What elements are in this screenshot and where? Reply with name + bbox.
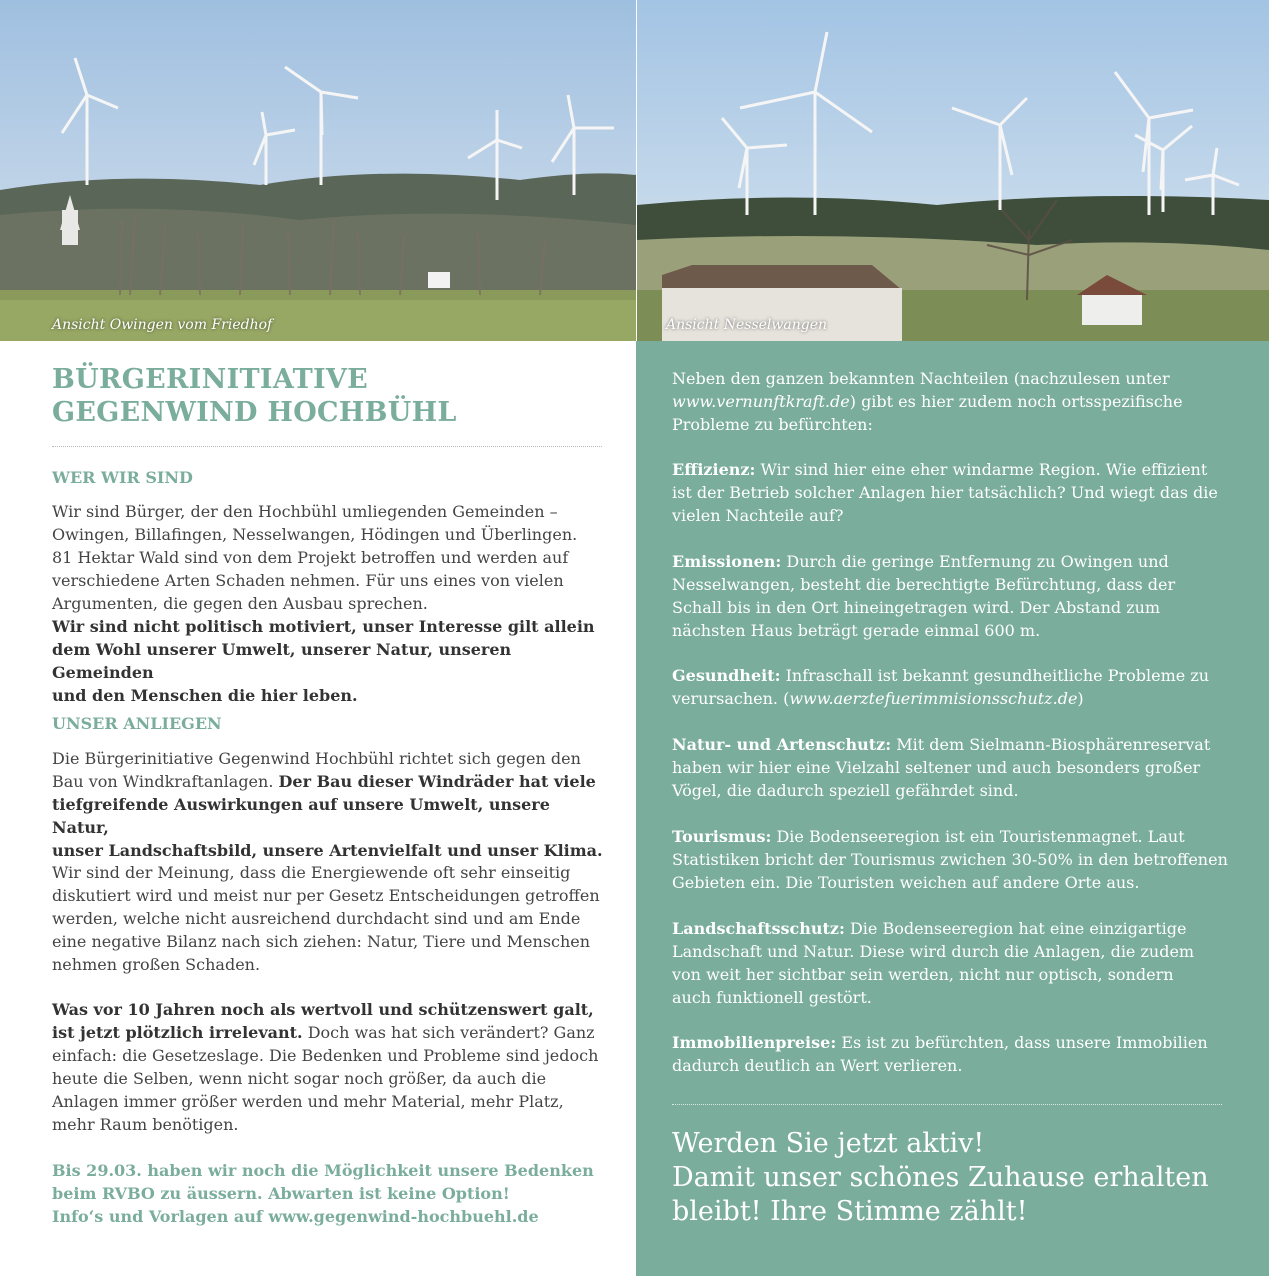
item-label: Emissionen:	[672, 552, 782, 571]
page-title	[52, 363, 612, 429]
text-line: ist der Betrieb solcher Anlagen hier tatsächlich? Und wiegt das die	[672, 483, 1218, 502]
text-line: Statistiken bricht der Tourismus zwichen 30-50% in den betroffenen	[672, 850, 1228, 869]
item-effizienz	[672, 458, 1237, 527]
text-line: Schall bis in den Ort hineingetragen wird. Der Abstand zum	[672, 598, 1161, 617]
cta-line: bleibt! Ihre Stimme zählt!	[672, 1196, 1028, 1227]
call-to-action	[672, 1127, 1252, 1229]
text-line: dadurch deutlich an Wert verlieren.	[672, 1056, 963, 1075]
item-natur-artenschutz	[672, 733, 1237, 802]
bold-text-line: unser Landschaftsbild, unsere Artenvielfalt und unser Klima.	[52, 841, 603, 860]
text-line: Wir sind der Meinung, dass die Energiewende oft sehr einseitig	[52, 863, 571, 882]
item-tourismus	[672, 825, 1237, 894]
bold-text-segment: ist jetzt plötzlich irrelevant.	[52, 1023, 303, 1042]
text-line: Landschaft und Natur. Diese wird durch die Anlagen, die zudem	[672, 942, 1195, 961]
text-segment: Infraschall ist bekannt gesundheitliche Probleme zu	[785, 666, 1210, 685]
title-line-1: BÜRGERINITIATIVE	[52, 364, 369, 395]
text-line: vielen Nachteile auf?	[672, 506, 844, 525]
cta-line: Werden Sie jetzt aktiv!	[672, 1128, 985, 1159]
photo-owingen	[0, 0, 636, 341]
text-line: Bis 29.03. haben wir noch die Möglichkeit unsere Bedenken	[52, 1161, 594, 1180]
item-label: Tourismus:	[672, 827, 772, 846]
item-emissionen	[672, 550, 1237, 642]
item-label: Gesundheit:	[672, 666, 781, 685]
text-line: Owingen, Billafingen, Nesselwangen, Hödingen und Überlingen.	[52, 525, 578, 544]
paragraph-wer-wir-sind	[52, 500, 612, 707]
text-segment: ) gibt es hier zudem noch ortsspezifische	[849, 392, 1183, 411]
text-line: 81 Hektar Wald sind von dem Projekt betroffen und werden auf	[52, 548, 569, 567]
text-segment: Die Bodenseeregion ist ein Touristenmagnet. Laut	[776, 827, 1185, 846]
bold-text-line: und den Menschen die hier leben.	[52, 686, 358, 705]
text-line: Gebieten ein. Die Touristen weichen auf andere Orte aus.	[672, 873, 1140, 892]
text-segment: Es ist zu befürchten, dass unsere Immobilien	[841, 1033, 1208, 1052]
photo-caption-left: Ansicht Owingen vom Friedhof	[52, 317, 273, 333]
divider	[52, 446, 602, 447]
text-line: Nesselwangen, besteht die berechtigte Befürchtung, dass der	[672, 575, 1176, 594]
bold-text-line: Was vor 10 Jahren noch als wertvoll und schützenswert galt,	[52, 1000, 594, 1019]
text-line: Neben den ganzen bekannten Nachteilen (nachzulesen unter	[672, 369, 1170, 388]
link-vernunftkraft[interactable]: www.vernunftkraft.de	[672, 392, 850, 411]
website-line: Info‘s und Vorlagen auf www.gegenwind-hochbuehl.de	[52, 1207, 539, 1226]
text-segment: Wir sind hier eine eher windarme Region. Wie effizient	[760, 460, 1208, 479]
heading-wer-wir-sind: WER WIR SIND	[52, 468, 193, 487]
text-segment: verursachen. (	[672, 689, 790, 708]
cta-line: Damit unser schönes Zuhause erhalten	[672, 1162, 1209, 1193]
paragraph-anliegen-2	[52, 861, 612, 976]
photo-nesselwangen	[637, 0, 1269, 341]
text-line: Anlagen immer größer werden und mehr Material, mehr Platz,	[52, 1092, 564, 1111]
text-segment: Doch was hat sich verändert? Ganz	[307, 1023, 595, 1042]
text-line: eine negative Bilanz nach sich ziehen: Natur, Tiere und Menschen	[52, 932, 591, 951]
text-line: nächsten Haus beträgt gerade einmal 600 m.	[672, 621, 1041, 640]
item-label: Effizienz:	[672, 460, 756, 479]
item-label: Landschaftsschutz:	[672, 919, 845, 938]
item-label: Natur- und Artenschutz:	[672, 735, 892, 754]
bold-text-segment: Der Bau dieser Windräder hat viele	[278, 772, 596, 791]
text-line: einfach: die Gesetzeslage. Die Bedenken und Probleme sind jedoch	[52, 1046, 599, 1065]
text-line: werden, welche nicht ausreichend durchdacht sind und am Ende	[52, 909, 581, 928]
text-segment: Mit dem Sielmann-Biosphärenreservat	[896, 735, 1211, 754]
item-gesundheit	[672, 664, 1237, 710]
text-line: Argumenten, die gegen den Ausbau sprechen.	[52, 594, 428, 613]
text-line: mehr Raum benötigen.	[52, 1115, 239, 1134]
text-line: Die Bürgerinitiative Gegenwind Hochbühl richtet sich gegen den	[52, 749, 581, 768]
item-label: Immobilienpreise:	[672, 1033, 837, 1052]
link-aerzte[interactable]: www.aerztefuerimmisionsschutz.de	[789, 689, 1078, 708]
paragraph-anliegen-3	[52, 998, 612, 1136]
text-segment: Durch die geringe Entfernung zu Owingen und	[786, 552, 1169, 571]
bold-text-line: tiefgreifende Auswirkungen auf unsere Umwelt, unsere Natur,	[52, 795, 550, 837]
intro-paragraph	[672, 367, 1237, 436]
divider	[672, 1104, 1222, 1105]
text-line: auch funktionell gestört.	[672, 988, 872, 1007]
text-line: beim RVBO zu äussern. Abwarten ist keine Option!	[52, 1184, 510, 1203]
text-line: Wir sind Bürger, der den Hochbühl umliegenden Gemeinden –	[52, 502, 558, 521]
text-segment: Die Bodenseeregion hat eine einzigartige	[849, 919, 1187, 938]
text-line: verschiedene Arten Schaden nehmen. Für uns eines von vielen	[52, 571, 564, 590]
heading-unser-anliegen: UNSER ANLIEGEN	[52, 714, 222, 733]
photo-caption-right: Ansicht Nesselwangen	[666, 317, 827, 333]
text-line: von weit her sichtbar sein werden, nicht nur optisch, sondern	[672, 965, 1174, 984]
text-line: Probleme zu befürchten:	[672, 415, 873, 434]
left-column	[0, 341, 636, 1276]
item-landschaftsschutz	[672, 917, 1237, 1009]
paragraph-anliegen-1	[52, 747, 612, 862]
text-line: diskutiert wird und meist nur per Gesetz Entscheidungen getroffen	[52, 886, 600, 905]
text-segment: Bau von Windkraftanlagen.	[52, 772, 274, 791]
text-line: haben wir hier eine Vielzahl seltener und auch besonders großer	[672, 758, 1201, 777]
text-segment: )	[1077, 689, 1084, 708]
highlight-paragraph	[52, 1159, 612, 1228]
text-line: Vögel, die dadurch speziell gefährdet sind.	[672, 781, 1019, 800]
title-line-2: GEGENWIND HOCHBÜHL	[52, 397, 457, 428]
text-line: nehmen großen Schaden.	[52, 955, 261, 974]
bold-text-line: dem Wohl unserer Umwelt, unserer Natur, unseren Gemeinden	[52, 640, 512, 682]
bold-text-line: Wir sind nicht politisch motiviert, unser Interesse gilt allein	[52, 617, 595, 636]
right-column	[636, 341, 1269, 1276]
item-immobilienpreise	[672, 1031, 1237, 1077]
text-line: heute die Selben, wenn nicht sogar noch größer, da auch die	[52, 1069, 547, 1088]
